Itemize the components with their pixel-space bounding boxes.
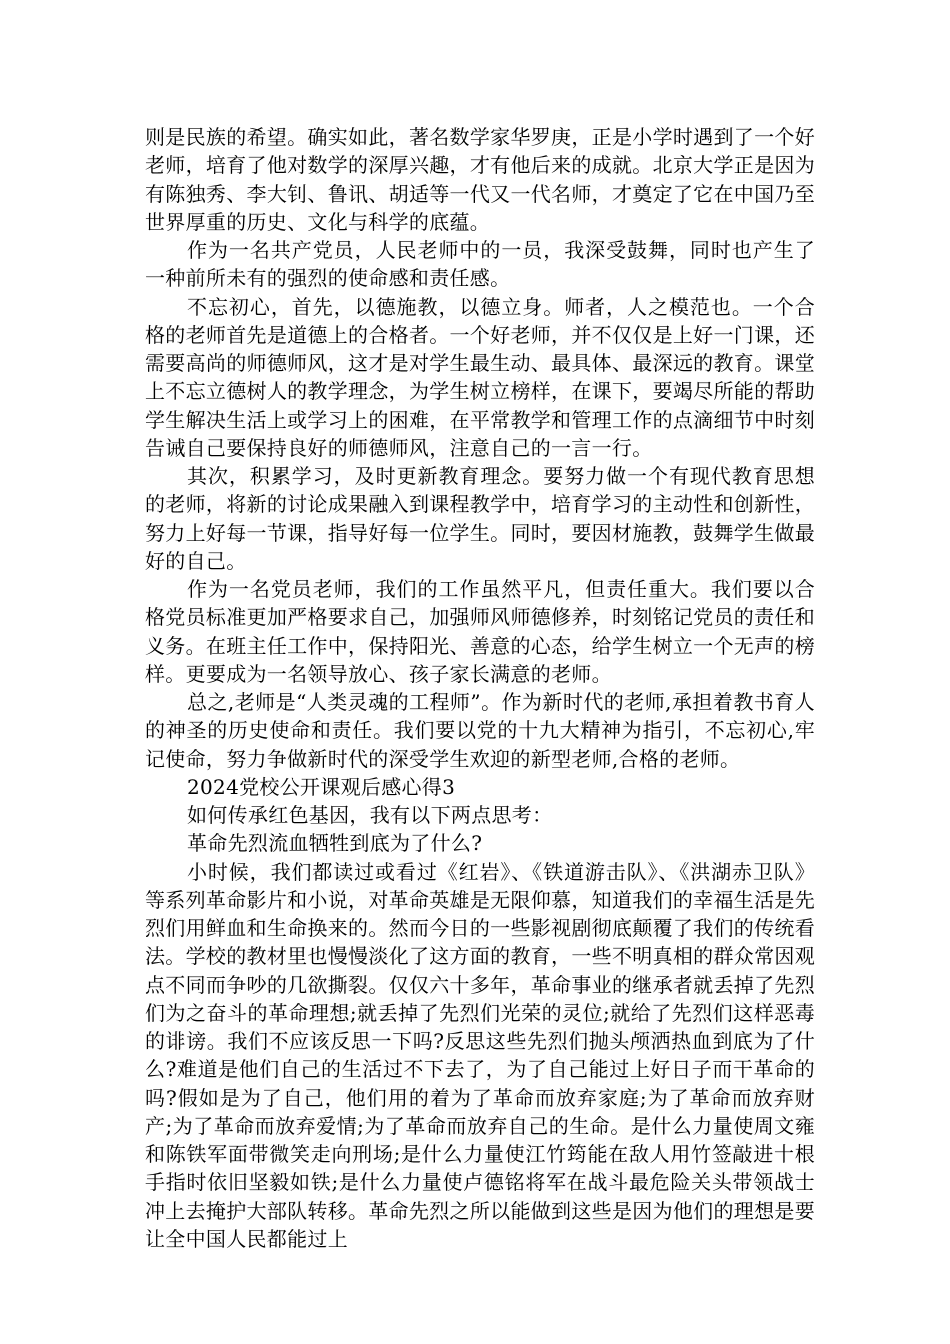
paragraph: 其次，积累学习，及时更新教育理念。要努力做一个有现代教育思想的老师，将新的讨论成果融入到课程教学中，培育学习的主动性和创新性，努力上好每一节课，指导好每一位学生。同时，要因材施教，鼓舞学生做最好的自己。: [145, 464, 815, 573]
paragraph: 小时候，我们都读过或看过《红岩》、《铁道游击队》、《洪湖赤卫队》等系列革命影片和小说，对革命英雄是无限仰慕，知道我们的幸福生活是先烈们用鲜血和生命换来的。然而今日的一些影视剧彻底颠覆了我们的传统看法。学校的教材里也慢慢淡化了这方面的教育，一些不明真相的群众常因观点不同而争吵的几欲撕裂。仅仅六十多年，革命事业的继承者就丢掉了先烈们为之奋斗的革命理想;就丢掉了先烈们光荣的灵位;就给了先烈们这样恶毒的诽谤。我们不应该反思一下吗?反思这些先烈们抛头颅洒热血到底为了什么?难道是他们自己的生活过不下去了，为了自己能过上好日子而干革命的吗?假如是为了自己，他们用的着为了革命而放弃家庭;为了革命而放弃财产;为了革命而放弃爱情;为了革命而放弃自己的生命。是什么力量使周文雍和陈铁军面带微笑走向刑场;是什么力量使江竹筠能在敌人用竹签敲进十根手指时依旧坚毅如铁;是什么力量使卢德铭将军在战斗最危险关头带领战士冲上去掩护大部队转移。革命先烈之所以能做到这些是因为他们的理想是要让全中国人民都能过上: [145, 859, 815, 1251]
paragraph: 如何传承红色基因，我有以下两点思考：: [187, 803, 553, 827]
paragraph: 作为一名党员老师，我们的工作虽然平凡，但责任重大。我们要以合格党员标准更加严格要求自己，加强师风师德修养，时刻铭记党员的责任和义务。在班主任工作中，保持阳光、善意的心态，给学生树立一个无声的榜样。更要成为一名领导放心、孩子家长满意的老师。: [145, 577, 815, 686]
paragraph: 革命先烈流血牺牲到底为了什么?: [187, 831, 483, 856]
paragraph: 则是民族的希望。确实如此，著名数学家华罗庚，正是小学时遇到了一个好老师，培育了他对数学的深厚兴趣，才有他后来的成就。北京大学正是因为有陈独秀、李大钊、鲁讯、胡适等一代又一代名师，才奠定了它在中国乃至世界厚重的历史、文化与科学的底蕴。: [145, 125, 815, 234]
paragraph: 总之,老师是“人类灵魂的工程师”。作为新时代的老师,承担着教书育人的神圣的历史使命和责任。我们要以党的十九大精神为指引，不忘初心,牢记使命，努力争做新时代的深受学生欢迎的新型老师,合格的老师。: [145, 690, 815, 771]
paragraph: 作为一名共产党员，人民老师中的一员，我深受鼓舞，同时也产生了一种前所未有的强烈的使命感和责任感。: [145, 238, 815, 291]
section-heading: 2024党校公开课观后感心得3: [187, 774, 456, 799]
document-page: [145, 123, 815, 1253]
paragraph: 不忘初心，首先，以德施教，以德立身。师者，人之模范也。一个合格的老师首先是道德上的合格者。一个好老师，并不仅仅是上好一门课，还需要高尚的师德师风，这才是对学生最生动、最具体、最深远的教育。课堂上不忘立德树人的教学理念，为学生树立榜样，在课下，要竭尽所能的帮助学生解决生活上或学习上的困难，在平常教学和管理工作的点滴细节中时刻告诫自己要保持良好的师德师风，注意自己的一言一行。: [145, 294, 815, 460]
